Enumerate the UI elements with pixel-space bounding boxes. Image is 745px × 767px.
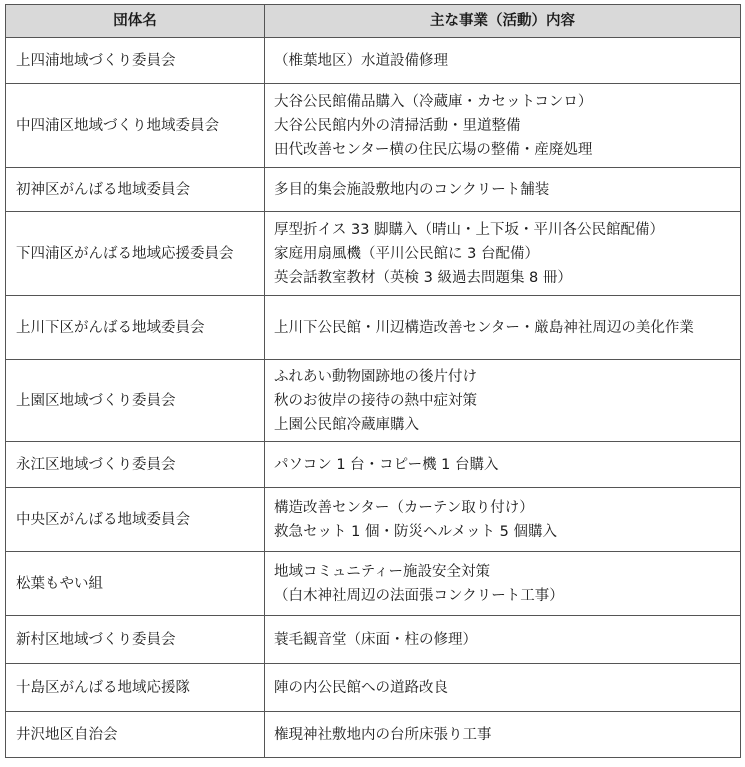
table-header-row bbox=[6, 5, 741, 38]
org-cell: 松葉もやい組 bbox=[6, 552, 265, 616]
org-cell: 中央区がんばる地域委員会 bbox=[6, 488, 265, 552]
activity-line: 救急セット 1 個・防災ヘルメット 5 個購入 bbox=[274, 523, 557, 540]
org-cell: 初神区がんばる地域委員会 bbox=[6, 168, 265, 212]
activity-cell bbox=[265, 296, 741, 360]
org-cell: 下四浦区がんばる地域応援委員会 bbox=[6, 212, 265, 296]
activity-line: 厚型折イス 33 脚購入（晴山・上下坂・平川各公民館配備） bbox=[274, 221, 665, 238]
activity-cell bbox=[265, 616, 741, 664]
org-cell: 上川下区がんばる地域委員会 bbox=[6, 296, 265, 360]
table-row bbox=[6, 296, 741, 360]
org-cell: 永江区地域づくり委員会 bbox=[6, 442, 265, 488]
activity-line: 秋のお彼岸の接待の熱中症対策 bbox=[274, 392, 477, 409]
activity-cell bbox=[265, 84, 741, 168]
activity-line: 陣の内公民館への道路改良 bbox=[274, 679, 448, 696]
table-row bbox=[6, 442, 741, 488]
table-row bbox=[6, 616, 741, 664]
activity-cell bbox=[265, 552, 741, 616]
table-container bbox=[5, 4, 741, 758]
table-row bbox=[6, 38, 741, 84]
activity-line: 地域コミュニティー施設安全対策 bbox=[274, 563, 491, 580]
table-row bbox=[6, 168, 741, 212]
header-activity: 主な事業（活動）内容 bbox=[265, 5, 741, 38]
table-row bbox=[6, 212, 741, 296]
table-row bbox=[6, 712, 741, 758]
org-cell: 中四浦区地域づくり地域委員会 bbox=[6, 84, 265, 168]
activity-line: 上川下公民館・川辺構造改善センター・厳島神社周辺の美化作業 bbox=[274, 319, 694, 336]
activity-line: （椎葉地区）水道設備修理 bbox=[274, 52, 448, 69]
org-cell: 井沢地区自治会 bbox=[6, 712, 265, 758]
activity-line: 大谷公民館備品購入（冷蔵庫・カセットコンロ） bbox=[274, 93, 593, 110]
activity-line: 大谷公民館内外の清掃活動・里道整備 bbox=[274, 117, 521, 134]
activity-line: ふれあい動物園跡地の後片付け bbox=[274, 368, 477, 385]
activity-cell bbox=[265, 38, 741, 84]
activity-line: 田代改善センター横の住民広場の整備・産廃処理 bbox=[274, 141, 593, 158]
activity-cell bbox=[265, 664, 741, 712]
table-row bbox=[6, 552, 741, 616]
table-row bbox=[6, 488, 741, 552]
activity-line: 上園公民館冷蔵庫購入 bbox=[274, 416, 419, 433]
activity-cell bbox=[265, 212, 741, 296]
activity-line: 多目的集会施設敷地内のコンクリート舗装 bbox=[274, 181, 550, 198]
table-row bbox=[6, 360, 741, 442]
activity-cell bbox=[265, 488, 741, 552]
activity-table bbox=[5, 4, 741, 758]
activity-cell bbox=[265, 442, 741, 488]
activity-line: 家庭用扇風機（平川公民館に 3 台配備） bbox=[274, 245, 539, 262]
org-cell: 上四浦地域づくり委員会 bbox=[6, 38, 265, 84]
org-cell: 上園区地域づくり委員会 bbox=[6, 360, 265, 442]
header-org: 団体名 bbox=[6, 5, 265, 38]
activity-line: 蓑毛観音堂（床面・柱の修理） bbox=[274, 631, 477, 648]
activity-cell bbox=[265, 712, 741, 758]
table-row bbox=[6, 664, 741, 712]
activity-line: 構造改善センター（カーテン取り付け） bbox=[274, 499, 534, 516]
table-row bbox=[6, 84, 741, 168]
activity-line: パソコン 1 台・コピー機 1 台購入 bbox=[274, 456, 499, 473]
org-cell: 十島区がんばる地域応援隊 bbox=[6, 664, 265, 712]
activity-cell bbox=[265, 360, 741, 442]
activity-line: 英会話教室教材（英検 3 級過去問題集 8 冊） bbox=[274, 269, 572, 286]
org-cell: 新村区地域づくり委員会 bbox=[6, 616, 265, 664]
activity-line: 権現神社敷地内の台所床張り工事 bbox=[274, 726, 492, 743]
activity-cell bbox=[265, 168, 741, 212]
activity-line: （白木神社周辺の法面張コンクリート工事） bbox=[274, 587, 564, 604]
